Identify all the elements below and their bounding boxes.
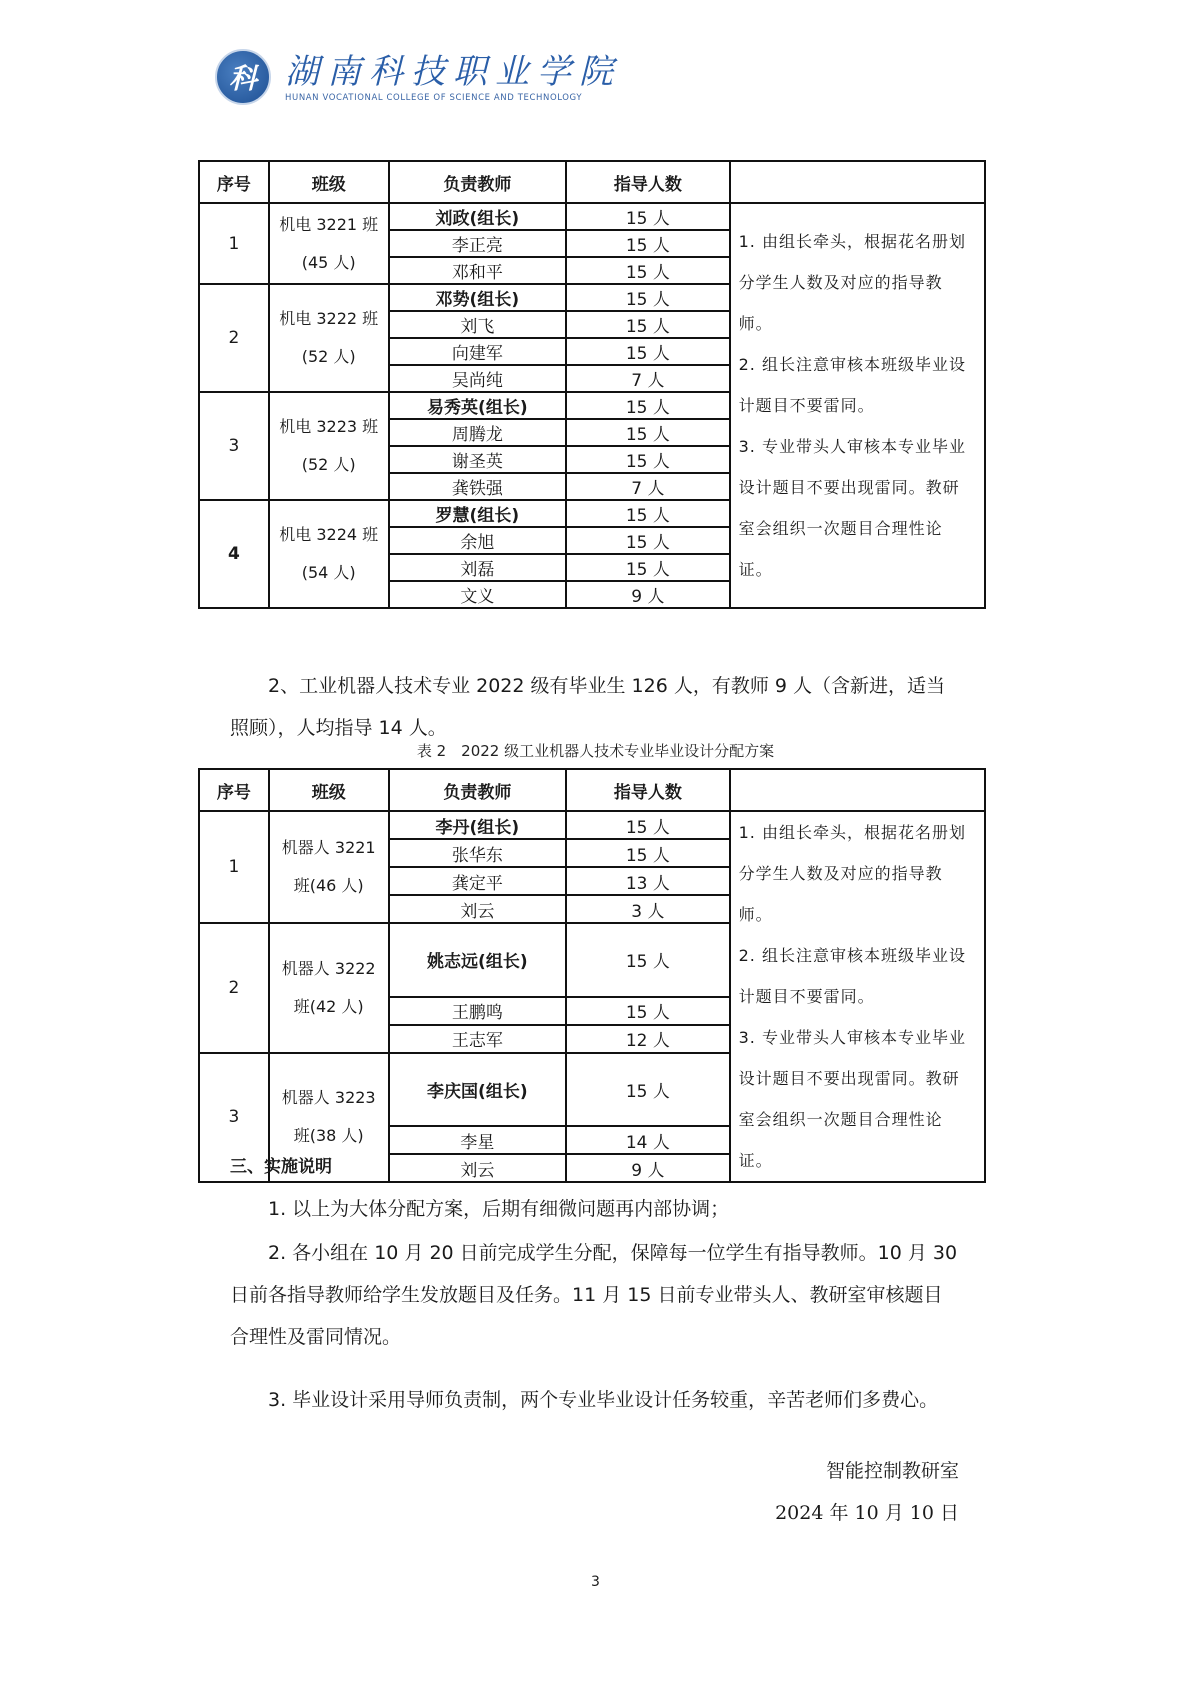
implementation-item-3: 3. 毕业设计采用导师负责制，两个专业毕业设计任务较重，辛苦老师们多费心。 (268, 1389, 939, 1411)
remark-item: 1. 由组长牵头，根据花名册划分学生人数及对应的指导教师。 (738, 232, 966, 333)
group-number: 3 (199, 392, 269, 500)
group-leader-name: 邓势(组长) (389, 284, 567, 311)
column-header: 序号 (199, 769, 269, 811)
student-count: 15 人 (566, 527, 730, 554)
section-3-title: 三、实施说明 (230, 1157, 332, 1177)
student-count: 9 人 (566, 1154, 730, 1182)
table-header-row (199, 161, 985, 203)
table2-caption: 表 2 2022 级工业机器人技术专业毕业设计分配方案 (416, 742, 775, 760)
student-count: 15 人 (566, 997, 730, 1025)
group-number: 4 (199, 500, 269, 608)
class-size: (52 人) (301, 455, 356, 474)
group-leader-name: 刘政(组长) (389, 203, 567, 230)
teacher-name: 李正亮 (389, 230, 567, 257)
column-header: 班级 (269, 769, 389, 811)
student-count: 13 人 (566, 867, 730, 895)
group-number: 2 (199, 284, 269, 392)
teacher-name: 吴尚纯 (389, 365, 567, 392)
school-name-en: HUNAN VOCATIONAL COLLEGE OF SCIENCE AND TECHNOLOGY (285, 92, 583, 103)
class-name (269, 811, 389, 923)
student-count: 15 人 (566, 554, 730, 581)
student-count: 15 人 (566, 338, 730, 365)
column-header: 负责教师 (389, 161, 567, 203)
teacher-name: 刘磊 (389, 554, 567, 581)
student-count: 9 人 (566, 581, 730, 608)
class-size: 班(38 人) (293, 1126, 364, 1146)
remark-item: 2. 组长注意审核本班级毕业设计题目不要雷同。 (738, 946, 966, 1006)
student-count: 15 人 (566, 419, 730, 446)
class-name (269, 923, 389, 1053)
class-name (269, 500, 389, 608)
remarks-cell (730, 203, 985, 608)
teacher-name: 文义 (389, 581, 567, 608)
column-header: 指导人数 (566, 161, 730, 203)
teacher-name: 向建军 (389, 338, 567, 365)
student-count: 15 人 (566, 500, 730, 527)
student-count: 15 人 (566, 839, 730, 867)
class-size: (52 人) (301, 347, 356, 366)
teacher-name: 王志军 (389, 1025, 567, 1053)
class-name-line1: 机电 3223 班 (279, 417, 379, 436)
class-name (269, 392, 389, 500)
column-header (730, 769, 985, 811)
teacher-name: 王鹏鸣 (389, 997, 567, 1025)
class-name-line1: 机电 3221 班 (279, 214, 379, 234)
student-count: 15 人 (566, 923, 730, 997)
class-name (269, 284, 389, 392)
teacher-name: 周腾龙 (389, 419, 567, 446)
student-count: 15 人 (566, 257, 730, 284)
student-count: 3 人 (566, 895, 730, 923)
teacher-name: 余旭 (389, 527, 567, 554)
signature-dept: 智能控制教研室 (825, 1460, 959, 1482)
class-size: (45 人) (301, 252, 356, 272)
student-count: 12 人 (566, 1025, 730, 1053)
class-name-line1: 机电 3224 班 (279, 525, 379, 544)
allocation-table-1 (198, 160, 986, 609)
group-leader-name: 李丹(组长) (389, 811, 567, 839)
remarks-cell (730, 811, 985, 1182)
student-count: 15 人 (566, 446, 730, 473)
student-count: 15 人 (566, 284, 730, 311)
group-number: 1 (199, 811, 269, 923)
class-name (269, 203, 389, 284)
column-header: 序号 (199, 161, 269, 203)
teacher-name: 邓和平 (389, 257, 567, 284)
student-count: 15 人 (566, 311, 730, 338)
column-header: 负责教师 (389, 769, 567, 811)
student-count: 14 人 (566, 1126, 730, 1154)
teacher-name: 刘云 (389, 1154, 567, 1182)
implementation-item-2: 2. 各小组在 10 月 20 日前完成学生分配，保障每一位学生有指导教师。10 月 30 日前各指导教师给学生发放题目及任务。11 月 15 日前专业带头人、教研室审核题目合理性及雷同情况。 (230, 1242, 958, 1348)
allocation-table-2 (198, 768, 986, 1183)
student-count: 15 人 (566, 392, 730, 419)
group-number: 1 (199, 203, 269, 284)
student-count: 15 人 (566, 1053, 730, 1127)
paragraph-robotics-intro: 2、工业机器人技术专业 2022 级有毕业生 126 人，有教师 9 人（含新进，适当照顾），人均指导 14 人。 (230, 675, 946, 739)
student-count: 15 人 (566, 230, 730, 257)
table-row (199, 811, 985, 839)
column-header (730, 161, 985, 203)
teacher-name: 刘飞 (389, 311, 567, 338)
teacher-name: 龚定平 (389, 867, 567, 895)
student-count: 7 人 (566, 365, 730, 392)
remark-item: 3. 专业带头人审核本专业毕业设计题目不要出现雷同。教研室会组织一次题目合理性论证。 (738, 437, 966, 579)
column-header: 指导人数 (566, 769, 730, 811)
group-leader-name: 姚志远(组长) (389, 923, 567, 997)
signature-date: 2024 年 10 月 10 日 (775, 1502, 959, 1524)
school-name-cn: 湖南科技职业学院 (285, 51, 621, 92)
group-leader-name: 易秀英(组长) (389, 392, 567, 419)
class-size: (54 人) (301, 563, 356, 582)
teacher-name: 龚铁强 (389, 473, 567, 500)
group-number: 2 (199, 923, 269, 1053)
teacher-name: 张华东 (389, 839, 567, 867)
group-leader-name: 罗慧(组长) (389, 500, 567, 527)
student-count: 15 人 (566, 203, 730, 230)
class-name-line1: 机器人 3223 (281, 1088, 376, 1108)
teacher-name: 刘云 (389, 895, 567, 923)
table-header-row (199, 769, 985, 811)
group-leader-name: 李庆国(组长) (389, 1053, 567, 1127)
table-row (199, 203, 985, 230)
page-number: 3 (591, 1574, 600, 1590)
implementation-item-1: 1. 以上为大体分配方案，后期有细微问题再内部协调； (268, 1198, 730, 1220)
teacher-name: 谢圣英 (389, 446, 567, 473)
student-count: 15 人 (566, 811, 730, 839)
remark-item: 1. 由组长牵头，根据花名册划分学生人数及对应的指导教师。 (738, 823, 966, 924)
class-size: 班(42 人) (293, 996, 364, 1016)
student-count: 7 人 (566, 473, 730, 500)
column-header: 班级 (269, 161, 389, 203)
school-logo-icon: 科 (215, 49, 271, 105)
remark-item: 2. 组长注意审核本班级毕业设计题目不要雷同。 (738, 355, 966, 415)
group-number: 3 (199, 1053, 269, 1183)
class-name-line1: 机电 3222 班 (279, 309, 379, 328)
class-name-line1: 机器人 3222 (281, 958, 376, 978)
school-header (215, 42, 621, 112)
remark-item: 3. 专业带头人审核本专业毕业设计题目不要出现雷同。教研室会组织一次题目合理性论证。 (738, 1028, 966, 1170)
teacher-name: 李星 (389, 1126, 567, 1154)
class-size: 班(46 人) (293, 876, 364, 895)
class-name-line1: 机器人 3221 (281, 838, 376, 857)
